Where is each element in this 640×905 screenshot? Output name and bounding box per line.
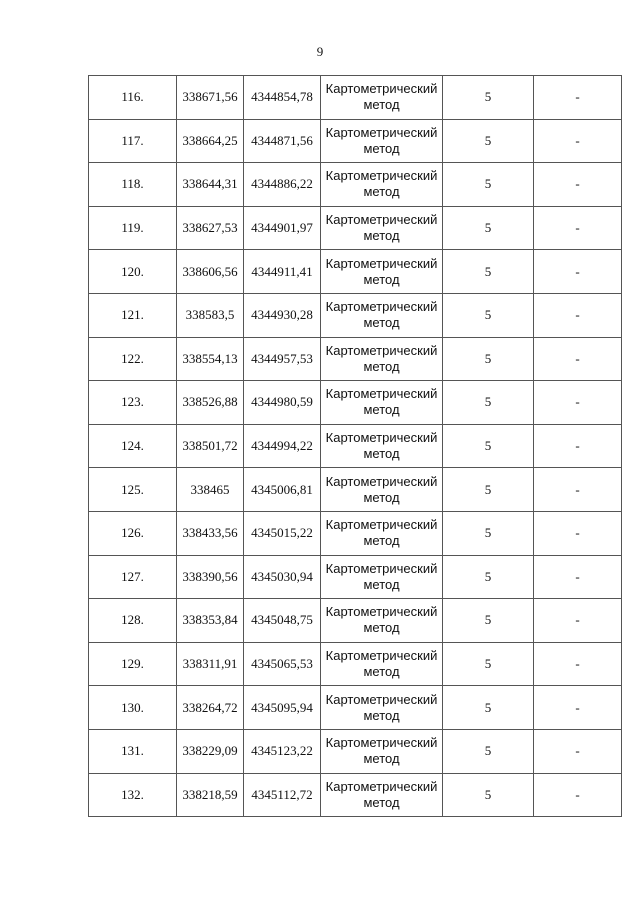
y-coordinate-cell: 4344930,28: [244, 293, 321, 337]
x-coordinate-cell: 338501,72: [177, 424, 244, 468]
y-coordinate-cell: 4344886,22: [244, 163, 321, 207]
point-number-cell: 130.: [89, 686, 177, 730]
accuracy-cell: 5: [443, 468, 534, 512]
y-coordinate-cell: 4344994,22: [244, 424, 321, 468]
note-cell: -: [534, 293, 622, 337]
y-coordinate-cell: 4344911,41: [244, 250, 321, 294]
point-number-cell: 125.: [89, 468, 177, 512]
table-row: [89, 686, 622, 730]
point-number-cell: 122.: [89, 337, 177, 381]
method-cell: Картометрический метод: [321, 163, 443, 207]
method-cell: Картометрический метод: [321, 555, 443, 599]
x-coordinate-cell: 338583,5: [177, 293, 244, 337]
x-coordinate-cell: 338264,72: [177, 686, 244, 730]
note-cell: -: [534, 381, 622, 425]
x-coordinate-cell: 338433,56: [177, 511, 244, 555]
y-coordinate-cell: 4345030,94: [244, 555, 321, 599]
point-number-cell: 118.: [89, 163, 177, 207]
method-cell: Картометрический метод: [321, 76, 443, 120]
table-row: [89, 729, 622, 773]
y-coordinate-cell: 4344980,59: [244, 381, 321, 425]
y-coordinate-cell: 4345015,22: [244, 511, 321, 555]
table-row: [89, 76, 622, 120]
table-body: [89, 76, 622, 817]
accuracy-cell: 5: [443, 119, 534, 163]
accuracy-cell: 5: [443, 250, 534, 294]
method-cell: Картометрический метод: [321, 729, 443, 773]
point-number-cell: 117.: [89, 119, 177, 163]
y-coordinate-cell: 4345112,72: [244, 773, 321, 817]
accuracy-cell: 5: [443, 511, 534, 555]
method-cell: Картометрический метод: [321, 468, 443, 512]
table-row: [89, 511, 622, 555]
point-number-cell: 119.: [89, 206, 177, 250]
method-cell: Картометрический метод: [321, 206, 443, 250]
note-cell: -: [534, 599, 622, 643]
method-cell: Картометрический метод: [321, 119, 443, 163]
y-coordinate-cell: 4344871,56: [244, 119, 321, 163]
point-number-cell: 126.: [89, 511, 177, 555]
accuracy-cell: 5: [443, 424, 534, 468]
method-cell: Картометрический метод: [321, 642, 443, 686]
method-cell: Картометрический метод: [321, 424, 443, 468]
x-coordinate-cell: 338353,84: [177, 599, 244, 643]
accuracy-cell: 5: [443, 76, 534, 120]
x-coordinate-cell: 338671,56: [177, 76, 244, 120]
note-cell: -: [534, 468, 622, 512]
accuracy-cell: 5: [443, 293, 534, 337]
accuracy-cell: 5: [443, 686, 534, 730]
accuracy-cell: 5: [443, 773, 534, 817]
point-number-cell: 123.: [89, 381, 177, 425]
accuracy-cell: 5: [443, 555, 534, 599]
method-cell: Картометрический метод: [321, 599, 443, 643]
note-cell: -: [534, 76, 622, 120]
point-number-cell: 121.: [89, 293, 177, 337]
table-row: [89, 206, 622, 250]
y-coordinate-cell: 4344854,78: [244, 76, 321, 120]
table-row: [89, 468, 622, 512]
note-cell: -: [534, 119, 622, 163]
table-row: [89, 119, 622, 163]
table-row: [89, 642, 622, 686]
point-number-cell: 132.: [89, 773, 177, 817]
table-row: [89, 599, 622, 643]
y-coordinate-cell: 4345065,53: [244, 642, 321, 686]
note-cell: -: [534, 163, 622, 207]
accuracy-cell: 5: [443, 337, 534, 381]
note-cell: -: [534, 337, 622, 381]
method-cell: Картометрический метод: [321, 293, 443, 337]
table-row: [89, 424, 622, 468]
method-cell: Картометрический метод: [321, 250, 443, 294]
x-coordinate-cell: 338644,31: [177, 163, 244, 207]
x-coordinate-cell: 338229,09: [177, 729, 244, 773]
table-row: [89, 337, 622, 381]
accuracy-cell: 5: [443, 599, 534, 643]
point-number-cell: 129.: [89, 642, 177, 686]
table-row: [89, 381, 622, 425]
y-coordinate-cell: 4345123,22: [244, 729, 321, 773]
x-coordinate-cell: 338218,59: [177, 773, 244, 817]
x-coordinate-cell: 338390,56: [177, 555, 244, 599]
x-coordinate-cell: 338311,91: [177, 642, 244, 686]
x-coordinate-cell: 338526,88: [177, 381, 244, 425]
note-cell: -: [534, 686, 622, 730]
note-cell: -: [534, 642, 622, 686]
y-coordinate-cell: 4345006,81: [244, 468, 321, 512]
note-cell: -: [534, 250, 622, 294]
note-cell: -: [534, 511, 622, 555]
x-coordinate-cell: 338627,53: [177, 206, 244, 250]
y-coordinate-cell: 4344957,53: [244, 337, 321, 381]
note-cell: -: [534, 206, 622, 250]
method-cell: Картометрический метод: [321, 686, 443, 730]
table-row: [89, 773, 622, 817]
x-coordinate-cell: 338554,13: [177, 337, 244, 381]
point-number-cell: 128.: [89, 599, 177, 643]
point-number-cell: 124.: [89, 424, 177, 468]
x-coordinate-cell: 338664,25: [177, 119, 244, 163]
point-number-cell: 127.: [89, 555, 177, 599]
table-row: [89, 163, 622, 207]
x-coordinate-cell: 338465: [177, 468, 244, 512]
y-coordinate-cell: 4345095,94: [244, 686, 321, 730]
accuracy-cell: 5: [443, 642, 534, 686]
table-row: [89, 293, 622, 337]
method-cell: Картометрический метод: [321, 511, 443, 555]
note-cell: -: [534, 424, 622, 468]
accuracy-cell: 5: [443, 381, 534, 425]
page-number: 9: [316, 44, 324, 59]
point-number-cell: 116.: [89, 76, 177, 120]
method-cell: Картометрический метод: [321, 337, 443, 381]
y-coordinate-cell: 4345048,75: [244, 599, 321, 643]
note-cell: -: [534, 555, 622, 599]
accuracy-cell: 5: [443, 206, 534, 250]
coordinates-table: [88, 75, 622, 817]
point-number-cell: 131.: [89, 729, 177, 773]
table-row: [89, 555, 622, 599]
method-cell: Картометрический метод: [321, 381, 443, 425]
note-cell: -: [534, 773, 622, 817]
y-coordinate-cell: 4344901,97: [244, 206, 321, 250]
method-cell: Картометрический метод: [321, 773, 443, 817]
table-row: [89, 250, 622, 294]
x-coordinate-cell: 338606,56: [177, 250, 244, 294]
accuracy-cell: 5: [443, 729, 534, 773]
note-cell: -: [534, 729, 622, 773]
accuracy-cell: 5: [443, 163, 534, 207]
point-number-cell: 120.: [89, 250, 177, 294]
